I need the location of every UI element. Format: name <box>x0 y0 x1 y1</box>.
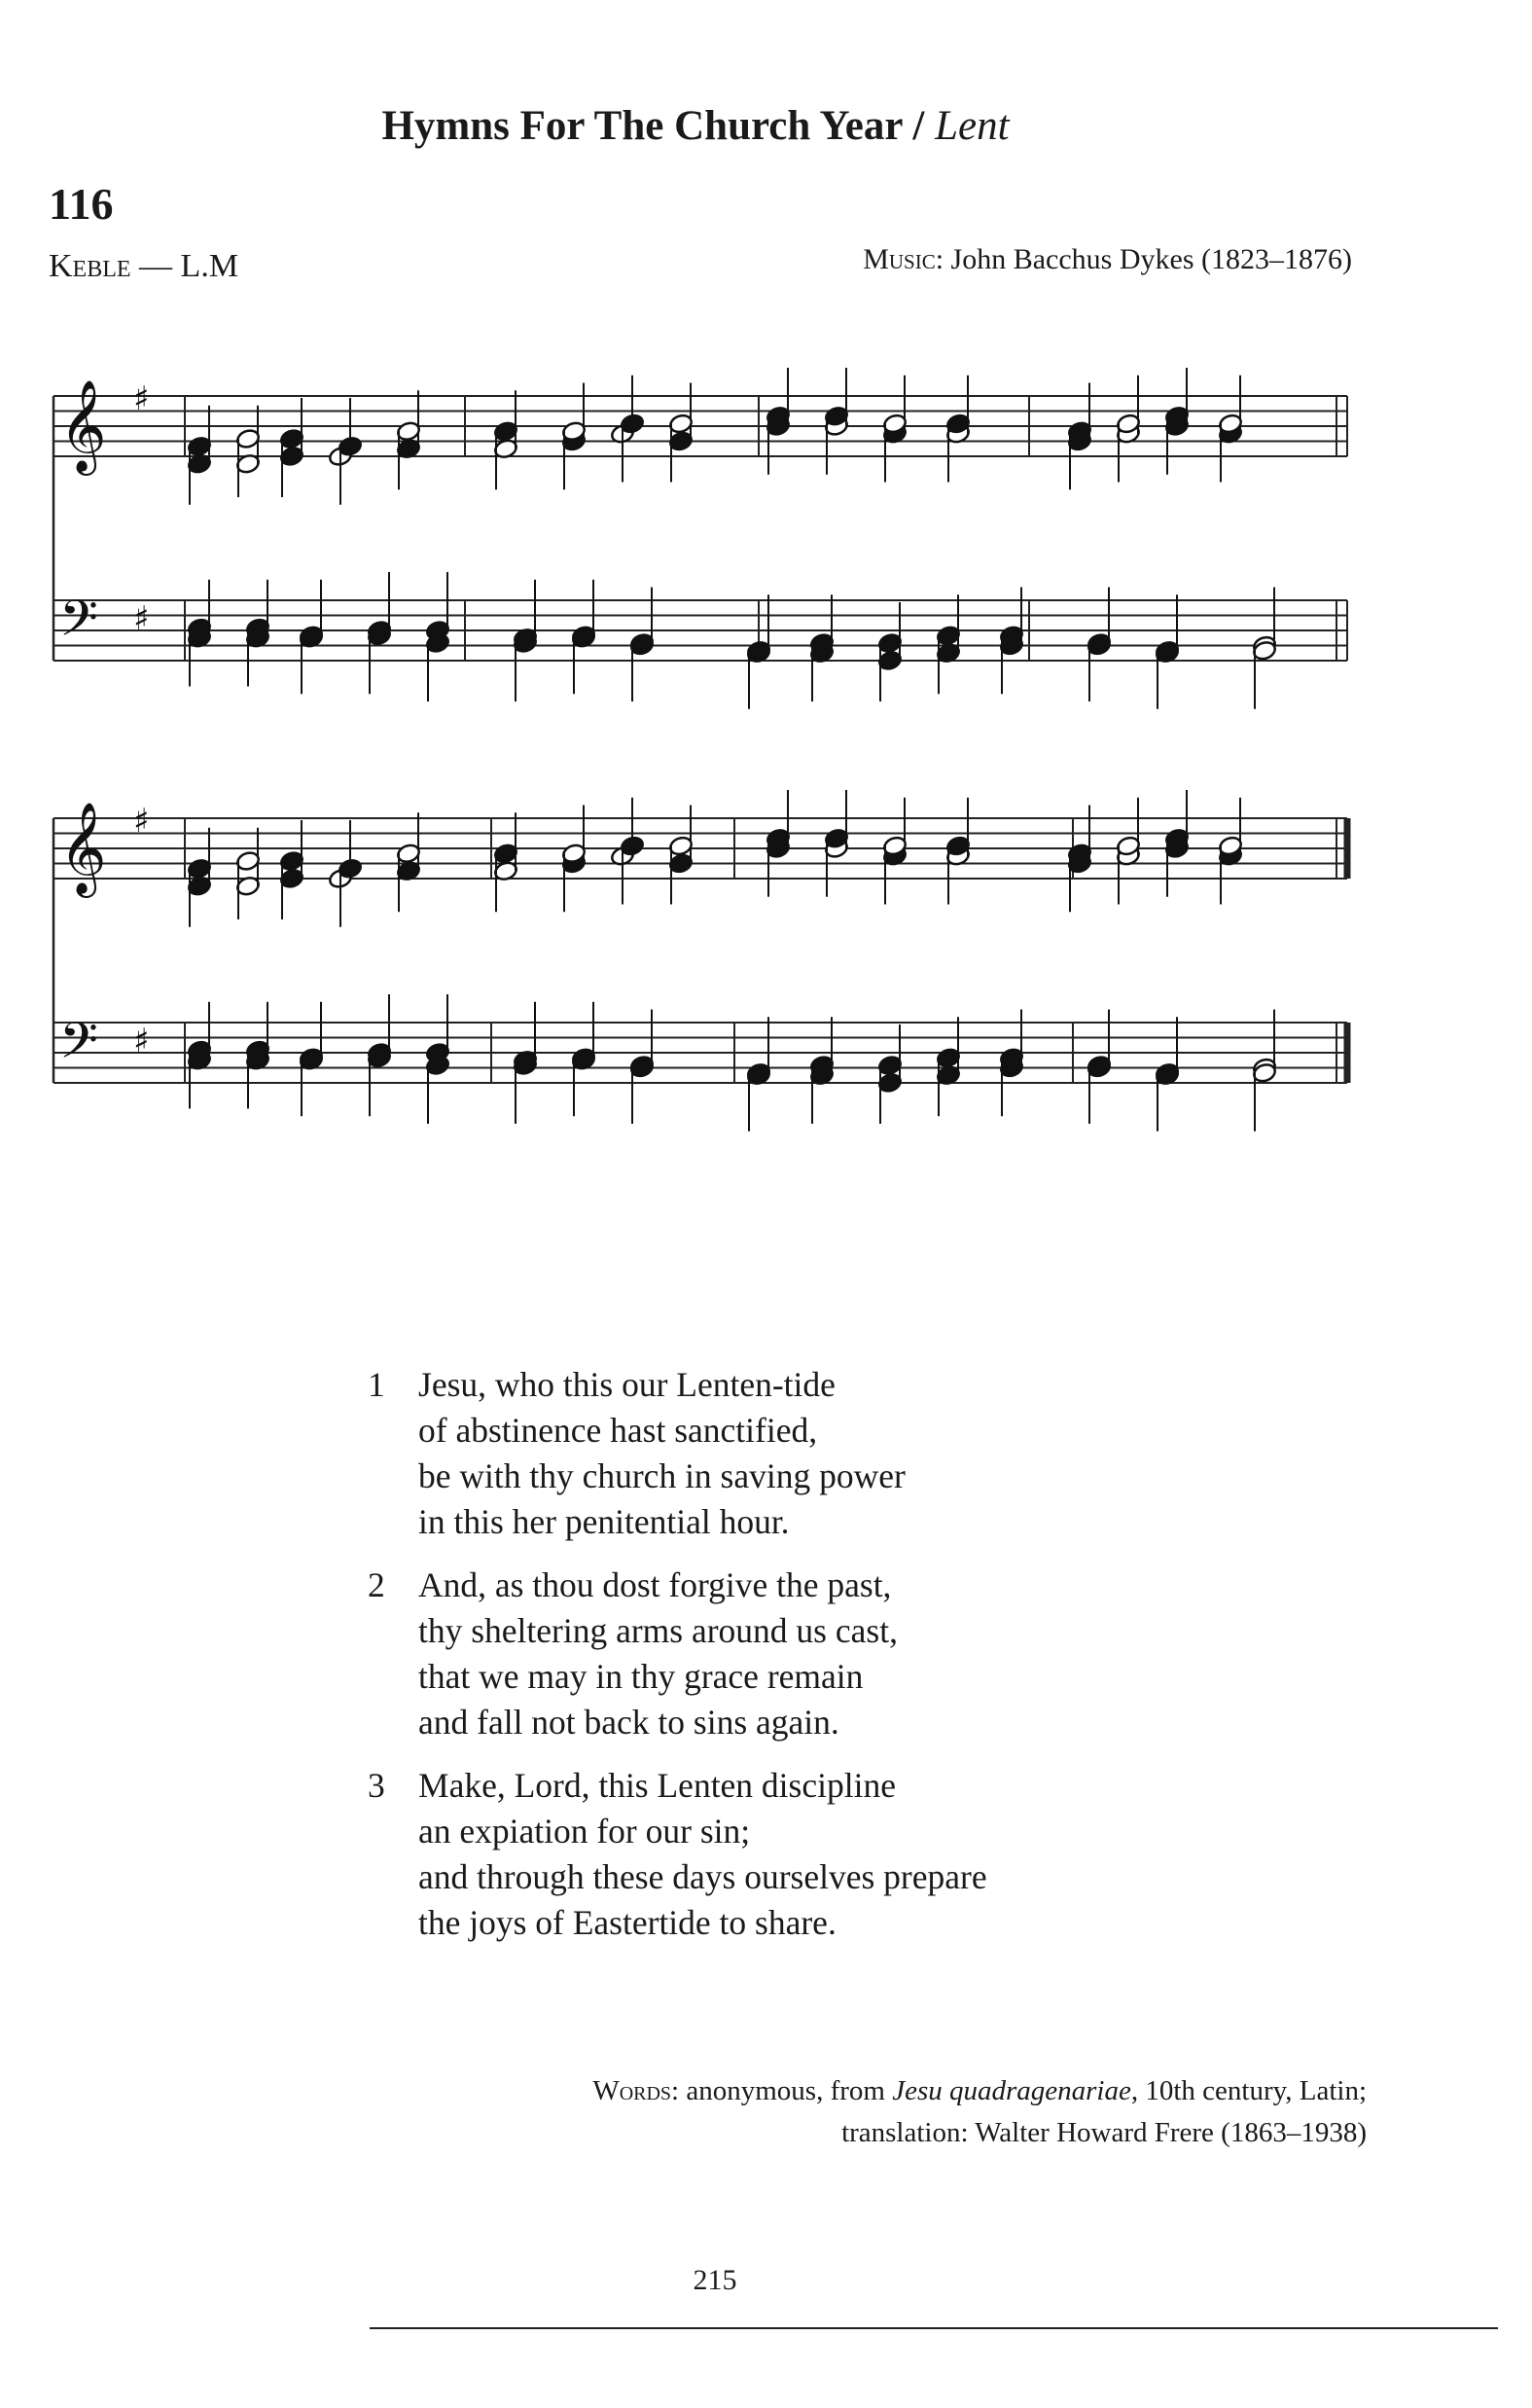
verse-line: an expiation for our sin; <box>418 1812 751 1851</box>
collection-name: Hymns For The Church Year <box>381 103 903 149</box>
section-name: Lent <box>935 103 1010 149</box>
verse-line: and through these days ourselves prepare <box>418 1857 987 1896</box>
verse-line: And, as thou dost forgive the past, <box>418 1565 892 1604</box>
verse-line: the joys of Eastertide to share. <box>418 1903 837 1942</box>
key-signature-sharp: ♯ <box>133 1022 150 1060</box>
words-credit-text: , 10th century, Latin; <box>1130 2075 1367 2106</box>
hymn-number: 116 <box>49 179 114 229</box>
bass-clef: 𝄢 <box>59 589 98 660</box>
bass-clef: 𝄢 <box>59 1011 98 1082</box>
verse-line: of abstinence hast sanctified, <box>418 1411 818 1450</box>
verse-line: be with thy church in saving power <box>418 1456 906 1495</box>
verse-1 <box>368 1362 906 1545</box>
music-credit-text: John Bacchus Dykes (1823–1876) <box>944 243 1352 275</box>
treble-clef: 𝄞 <box>59 379 107 472</box>
words-source-title: Jesu quadragenariae <box>892 2075 1131 2106</box>
music-credit-label: Music: <box>863 243 944 275</box>
verse-number: 2 <box>368 1565 385 1604</box>
verse-line: thy sheltering arms around us cast, <box>418 1611 898 1650</box>
treble-clef: 𝄞 <box>59 802 107 894</box>
verse-2 <box>368 1563 898 1745</box>
verse-line: Make, Lord, this Lenten discipline <box>418 1766 896 1805</box>
words-credit-line-2: translation: Walter Howard Frere (1863–1938) <box>841 2117 1367 2148</box>
meter-label: — L.M <box>130 248 239 284</box>
verse-number: 1 <box>368 1365 385 1404</box>
words-credit <box>592 2070 1367 2154</box>
verse-3 <box>368 1763 987 1946</box>
verse-number: 3 <box>368 1766 385 1805</box>
key-signature-sharp: ♯ <box>133 379 150 418</box>
words-credit-text: anonymous, from <box>679 2075 893 2106</box>
verse-line: that we may in thy grace remain <box>418 1657 864 1696</box>
key-signature-sharp: ♯ <box>133 802 150 841</box>
page-number: 215 <box>693 2264 737 2296</box>
verse-line: Jesu, who this our Lenten-tide <box>418 1365 836 1404</box>
title-separator: / <box>902 103 936 149</box>
tune-label: Keble <box>49 248 131 284</box>
verse-line: and fall not back to sins again. <box>418 1703 839 1742</box>
words-credit-label: Words: <box>592 2075 680 2106</box>
words-credit-line-1 <box>592 2070 1367 2112</box>
key-signature-sharp: ♯ <box>133 599 150 638</box>
bottom-rule <box>370 2327 1498 2329</box>
verse-line: in this her penitential hour. <box>418 1502 790 1541</box>
